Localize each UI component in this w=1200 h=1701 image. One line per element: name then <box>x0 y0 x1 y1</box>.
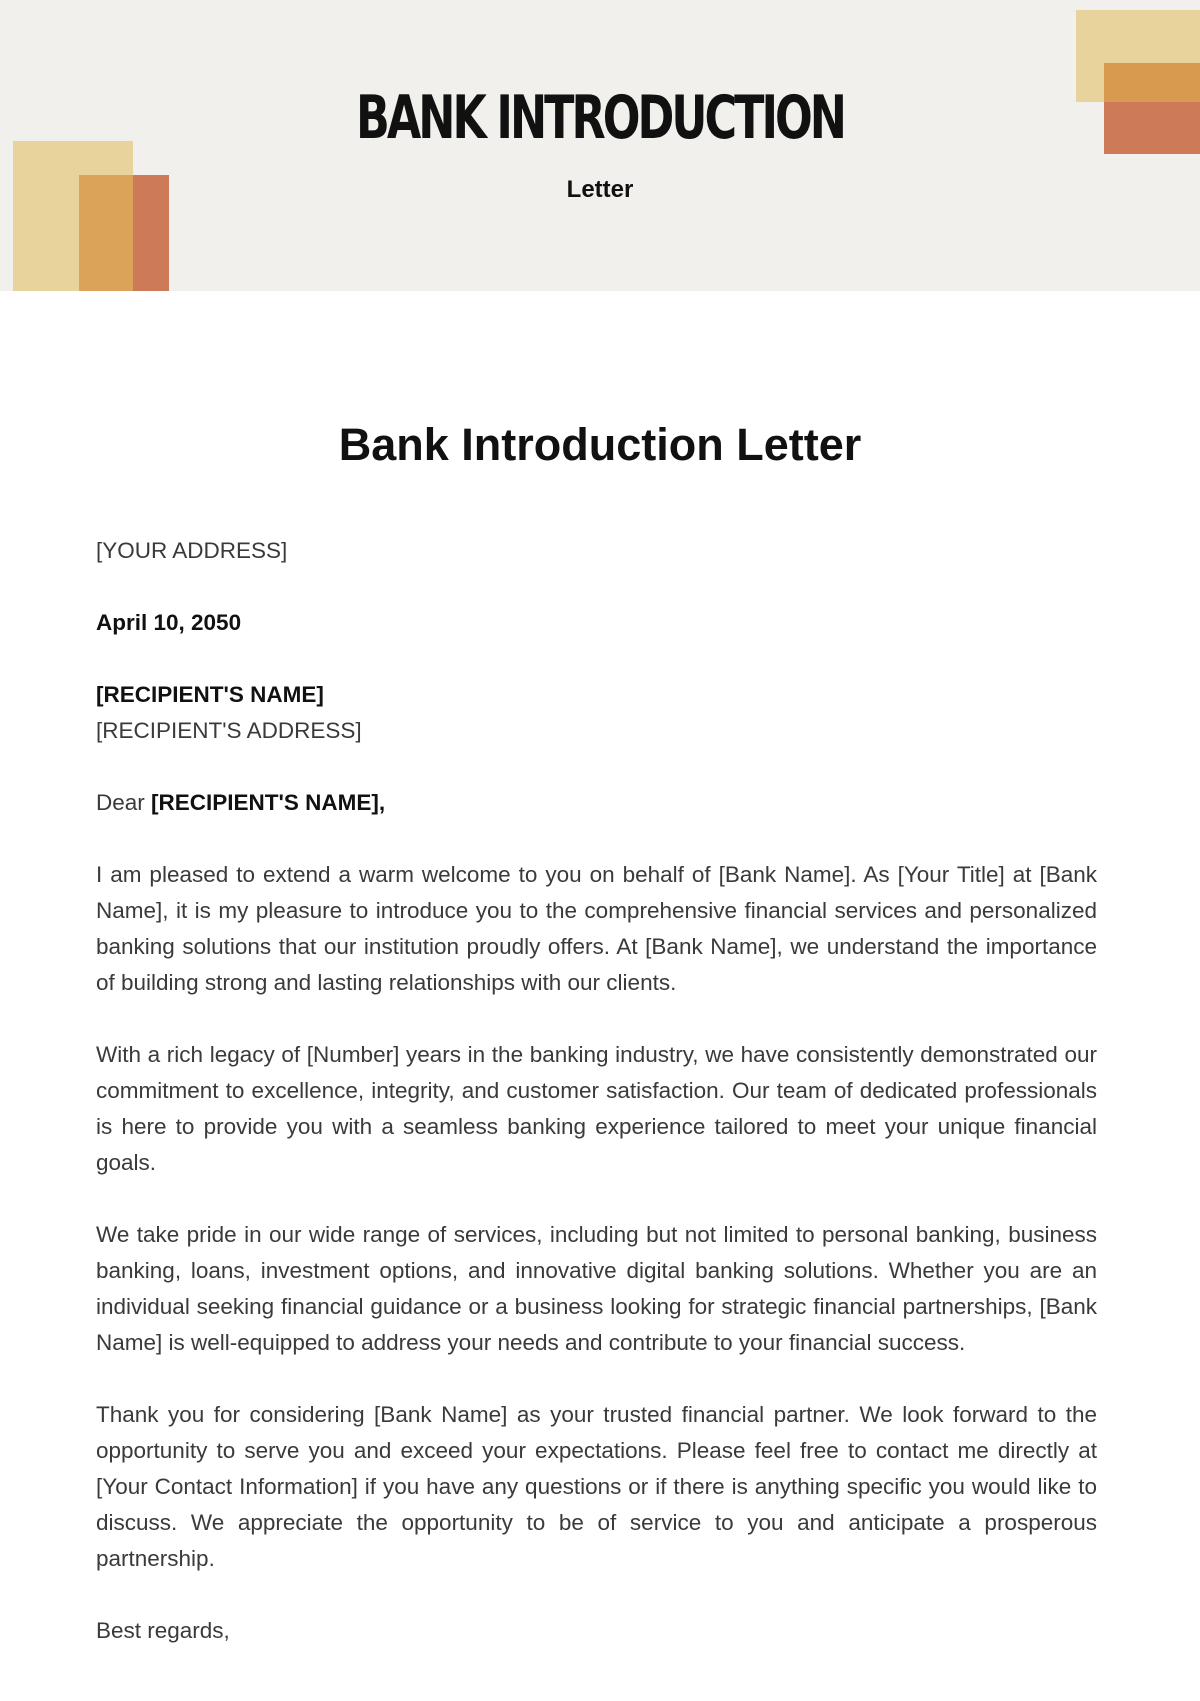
salutation <box>96 785 1097 821</box>
body-paragraph-4: Thank you for considering [Bank Name] as your trusted financial partner. We look forward to the opportunity to serve you and exceed your expectations. Please feel free to contact me directly at [Your Contact Information] if you have any questions or if there is anything specific you would like to discuss. We appreciate the opportunity to be of service to you and anticipate a prosperous partnership. <box>96 1402 1097 1571</box>
body-paragraph-2: With a rich legacy of [Number] years in the banking industry, we have consistently demonstrated our commitment to excellence, integrity, and customer satisfaction. Our team of dedicated professionals is here to provide you with a seamless banking experience tailored to meet your unique financial goals. <box>96 1042 1097 1175</box>
letter-date: April 10, 2050 <box>96 610 242 635</box>
closing: Best regards, <box>96 1618 230 1643</box>
sender-address: [YOUR ADDRESS] <box>96 538 288 563</box>
header-subtitle: Letter <box>566 176 634 203</box>
decor-block-amber-right <box>1104 63 1200 102</box>
header-title: BANK INTRODUCTION <box>355 83 845 153</box>
letter-body <box>96 533 1097 1685</box>
salutation-name: [RECIPIENT'S NAME], <box>151 790 386 815</box>
decor-block-terracotta-right <box>1104 102 1200 154</box>
body-paragraph-3: We take pride in our wide range of services, including but not limited to personal banking, business banking, loans, investment options, and innovative digital banking solutions. Whether you are an individual seeking financial guidance or a business looking for strategic financial partnerships, [Bank Name] is well-equipped to address your needs and contribute to your financial success. <box>96 1222 1097 1355</box>
recipient-name: [RECIPIENT'S NAME] <box>96 682 324 707</box>
recipient-address: [RECIPIENT'S ADDRESS] <box>96 718 362 743</box>
header-band <box>0 0 1200 291</box>
salutation-prefix: Dear <box>96 790 152 815</box>
body-paragraph-1: I am pleased to extend a warm welcome to you on behalf of [Bank Name]. As [Your Title] at [Bank Name], it is my pleasure to introduce you to the comprehensive financial services and personalized banking solutions that our institution proudly offers. At [Bank Name], we understand the importance of building strong and lasting relationships with our clients. <box>96 862 1097 995</box>
document-title: Bank Introduction Letter <box>338 419 862 470</box>
